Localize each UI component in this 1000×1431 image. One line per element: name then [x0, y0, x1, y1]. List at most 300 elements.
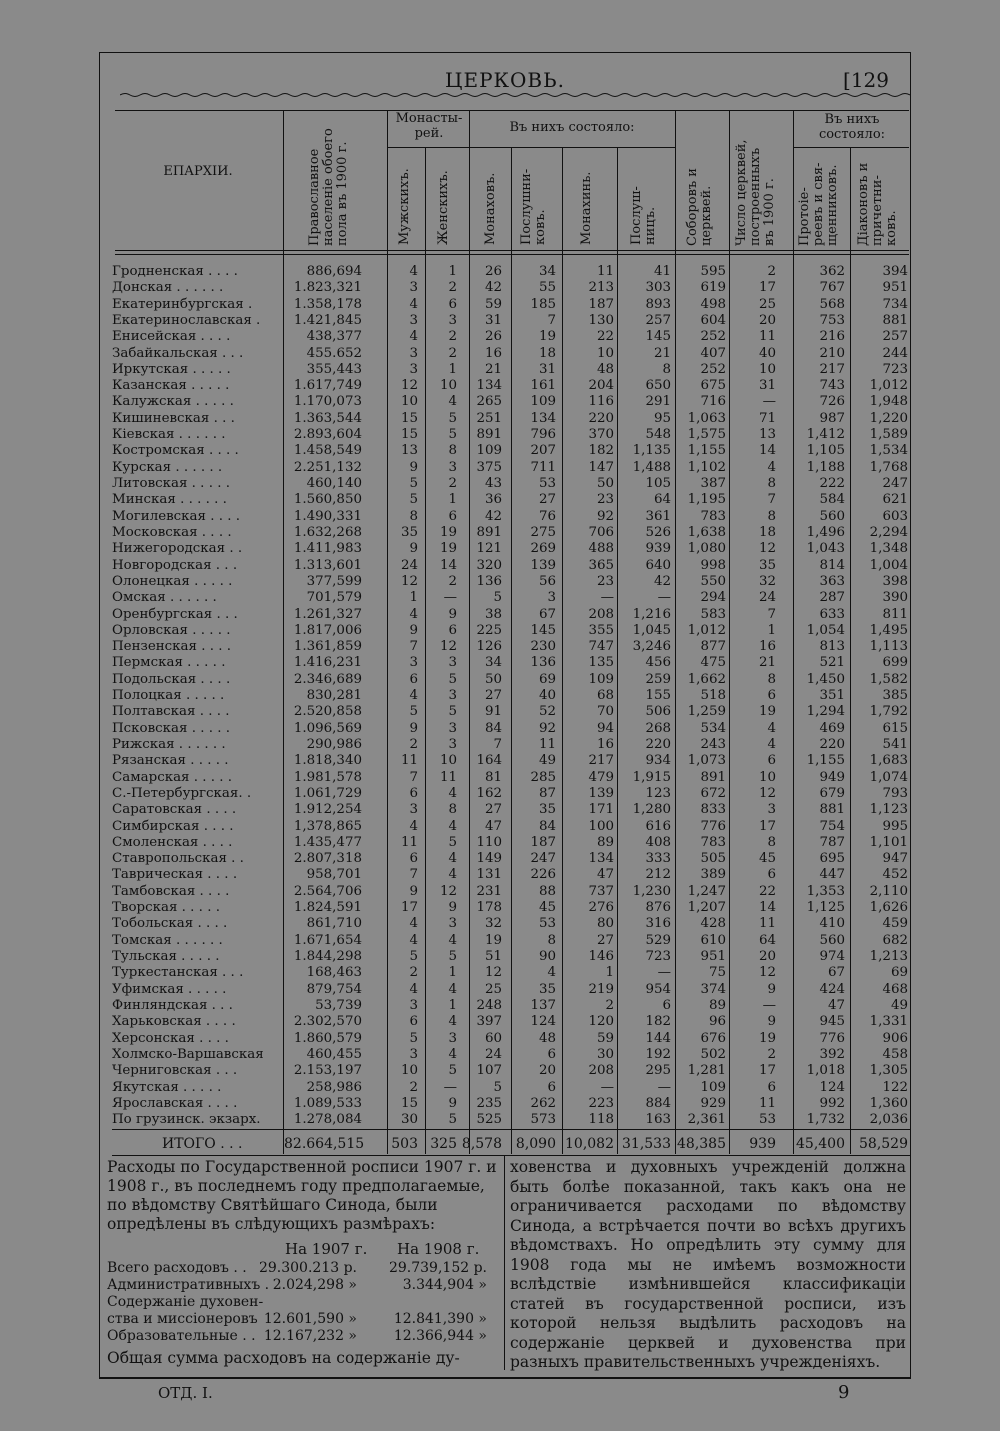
cell-novices-m: 124	[530, 1014, 556, 1030]
cell-priests: 1,018	[806, 1063, 845, 1079]
table-row	[112, 623, 912, 639]
cell-churches: 783	[700, 508, 726, 524]
cell-population: 1.981,578	[293, 769, 362, 785]
cell-priests: 754	[819, 818, 845, 834]
table-row	[112, 655, 912, 671]
cell-novices-f: 64	[653, 492, 671, 508]
cell-male: 3	[409, 997, 418, 1013]
eparchy-name: Черниговская . . .	[112, 1063, 238, 1079]
cell-population: 460,140	[306, 476, 362, 492]
cell-priests: 351	[819, 688, 845, 704]
cell-priests: 362	[819, 264, 845, 279]
cell-deacons: 1,948	[869, 394, 908, 410]
cell-built: 7	[767, 606, 776, 622]
cell-population: 1.912,254	[293, 802, 362, 818]
cell-male: 4	[409, 296, 418, 312]
cell-nuns: 223	[588, 1095, 614, 1111]
cell-novices-m: 145	[530, 622, 556, 638]
cell-male: 9	[409, 622, 418, 638]
cell-churches: 1,195	[687, 492, 726, 508]
eparchy-name: Забайкальская . . .	[112, 345, 244, 361]
cell-male: 5	[409, 476, 418, 492]
cell-deacons: 394	[882, 264, 908, 279]
table-row	[112, 770, 912, 786]
cell-female: 1	[448, 997, 457, 1013]
table-row	[112, 443, 912, 459]
cell-priests: 1,155	[806, 753, 845, 769]
cell-deacons: 1,113	[869, 639, 908, 655]
cell-deacons: 468	[882, 981, 908, 997]
col-population: Православное населеніе обоего пола въ 1900 г.	[307, 128, 350, 246]
cell-female: 9	[448, 900, 457, 916]
cell-male: 12	[400, 573, 418, 589]
cell-male: 5	[409, 949, 418, 965]
cell-churches: 1,073	[687, 753, 726, 769]
cell-novices-m: 56	[538, 573, 556, 589]
cell-novices-f: 934	[645, 753, 671, 769]
cell-population: 1,378,865	[293, 818, 362, 834]
cell-nuns: 118	[588, 1112, 614, 1128]
cell-novices-m: 796	[530, 427, 556, 443]
cell-male: 30	[400, 1112, 418, 1128]
cell-novices-m: 35	[538, 802, 556, 818]
cell-novices-m: 19	[538, 329, 556, 345]
cell-priests: 679	[819, 785, 845, 801]
cell-novices-f: 616	[645, 818, 671, 834]
cell-priests: 447	[819, 867, 845, 883]
cell-novices-f: 105	[645, 476, 671, 492]
cell-priests: 220	[819, 736, 845, 752]
cell-churches: 1,155	[687, 443, 726, 459]
cell-population: 377,599	[306, 573, 362, 589]
cell-priests: 584	[819, 492, 845, 508]
cell-nuns: 147	[588, 459, 614, 475]
cell-built: 14	[758, 900, 776, 916]
cell-priests: 521	[819, 655, 845, 671]
cell-deacons: 881	[882, 312, 908, 328]
cell-monks: 235	[476, 1095, 502, 1111]
cell-deacons: 385	[882, 688, 908, 704]
cell-female: 10	[439, 378, 457, 394]
cell-built: 6	[767, 1079, 776, 1095]
cell-nuns: 208	[588, 1063, 614, 1079]
cell-novices-f: 303	[645, 280, 671, 296]
cell-built: 13	[758, 427, 776, 443]
table-row	[112, 378, 912, 394]
cell-nuns: 747	[588, 639, 614, 655]
cell-novices-f: —	[657, 1079, 671, 1095]
cell-novices-m: 230	[530, 639, 556, 655]
cell-built: 32	[758, 573, 776, 589]
col-male: Мужскихъ.	[397, 168, 412, 245]
cell-population: 1.411,983	[293, 541, 362, 557]
cell-priests: 1,125	[806, 900, 845, 916]
cell-deacons: 793	[882, 785, 908, 801]
cell-churches: 595	[700, 264, 726, 279]
cell-novices-f: 316	[645, 916, 671, 932]
cell-novices-f: 506	[645, 704, 671, 720]
cell-female: 1	[448, 965, 457, 981]
cell-novices-m: 31	[538, 361, 556, 377]
cell-churches: 534	[700, 720, 726, 736]
expense-1908: 12.841,390 »	[393, 1311, 487, 1327]
cell-monks: 60	[484, 1030, 502, 1046]
cell-monks: 320	[476, 557, 502, 573]
expense-1907: 12.601,590 »	[263, 1311, 357, 1327]
cell-novices-f: 361	[645, 508, 671, 524]
cell-monks: 231	[476, 883, 502, 899]
cell-priests: 1,353	[806, 883, 845, 899]
cell-novices-f: 192	[645, 1046, 671, 1062]
cell-built: 2	[767, 264, 776, 279]
cell-priests: 560	[819, 932, 845, 948]
cell-monks: 36	[484, 492, 502, 508]
cell-female: —	[443, 590, 457, 606]
expense-label: Образовательные . .	[107, 1328, 256, 1344]
cell-nuns: 116	[588, 394, 614, 410]
eparchy-name: Кишиневская . . .	[112, 410, 235, 426]
eparchy-name: Литовская . . . . .	[112, 476, 230, 492]
cell-built: 8	[767, 476, 776, 492]
cell-novices-f: 529	[645, 932, 671, 948]
cell-deacons: 541	[882, 736, 908, 752]
table-row	[112, 541, 912, 557]
cell-priests: 753	[819, 312, 845, 328]
cell-monks: 26	[484, 329, 502, 345]
cell-novices-f: —	[657, 590, 671, 606]
expense-1907: 29.300.213 р.	[258, 1260, 357, 1276]
cell-priests: 1,105	[806, 443, 845, 459]
cell-built: 12	[758, 965, 776, 981]
cell-built: 10	[758, 769, 776, 785]
cell-novices-m: 53	[538, 916, 556, 932]
cell-population: 1.361,859	[293, 639, 362, 655]
cell-novices-m: 55	[538, 280, 556, 296]
cell-monks: 225	[476, 622, 502, 638]
cell-female: 4	[448, 1014, 457, 1030]
cell-nuns: 135	[588, 655, 614, 671]
cell-female: 5	[448, 834, 457, 850]
cell-churches: 951	[700, 949, 726, 965]
cell-male: 7	[409, 867, 418, 883]
cell-nuns: 80	[596, 916, 614, 932]
cell-built: 4	[767, 736, 776, 752]
cell-population: 1.818,340	[293, 753, 362, 769]
table-row	[112, 460, 912, 476]
cell-novices-f: 884	[645, 1095, 671, 1111]
cell-churches: 1,575	[687, 427, 726, 443]
cell-female: 3	[448, 720, 457, 736]
cell-priests: 767	[819, 280, 845, 296]
table-row	[112, 427, 912, 443]
cell-deacons: 257	[882, 329, 908, 345]
cell-novices-f: 1,216	[632, 606, 671, 622]
cell-novices-m: 207	[530, 443, 556, 459]
cell-novices-f: 1,915	[632, 769, 671, 785]
cell-churches: 1,102	[687, 459, 726, 475]
cell-female: 4	[448, 932, 457, 948]
cell-female: 1	[448, 492, 457, 508]
cell-built: 6	[767, 688, 776, 704]
total-priests: 45,400	[796, 1136, 845, 1152]
table-row	[112, 574, 912, 590]
cell-novices-m: 67	[538, 606, 556, 622]
eparchy-name: Пензенская . . . .	[112, 639, 232, 655]
table-row	[112, 688, 912, 704]
cell-churches: 1,638	[687, 524, 726, 540]
cell-nuns: 50	[596, 476, 614, 492]
expense-label: Административныхъ .	[107, 1277, 270, 1293]
cell-nuns: 120	[588, 1014, 614, 1030]
cell-population: 1.560,850	[293, 492, 362, 508]
expense-label: Всего расходовъ . .	[107, 1260, 247, 1276]
table-row	[112, 802, 912, 818]
cell-novices-m: 45	[538, 900, 556, 916]
cell-novices-m: 90	[538, 949, 556, 965]
table-row	[112, 1080, 912, 1096]
cell-churches: 604	[700, 312, 726, 328]
cell-monks: 525	[476, 1112, 502, 1128]
eparchy-name: Херсонская . . . .	[112, 1030, 229, 1046]
cell-female: 5	[448, 671, 457, 687]
cell-population: 1.363,544	[293, 410, 362, 426]
cell-nuns: 187	[588, 296, 614, 312]
cell-churches: 1,080	[687, 541, 726, 557]
cell-priests: 222	[819, 476, 845, 492]
cell-priests: 217	[819, 361, 845, 377]
total-novices-f: 31,533	[622, 1136, 671, 1152]
expense-1908: 12.366,944 »	[393, 1328, 487, 1344]
cell-priests: 974	[819, 949, 845, 965]
cell-novices-m: 76	[538, 508, 556, 524]
table-row	[112, 737, 912, 753]
cell-female: 3	[448, 459, 457, 475]
cell-population: 1.416,231	[293, 655, 362, 671]
table-row	[112, 492, 912, 508]
cell-male: 8	[409, 508, 418, 524]
table-row	[112, 819, 912, 835]
eparchy-name: Донская . . . . . .	[112, 280, 224, 296]
col-female: Женскихъ.	[436, 170, 451, 245]
cell-novices-f: 1,488	[632, 459, 671, 475]
cell-novices-m: 109	[530, 394, 556, 410]
cell-population: 1.671,654	[293, 932, 362, 948]
table-row	[112, 1096, 912, 1112]
cell-male: 2	[409, 736, 418, 752]
cell-population: 1.435,477	[293, 834, 362, 850]
cell-population: 1.096,569	[293, 720, 362, 736]
cell-built: 8	[767, 834, 776, 850]
cell-priests: 210	[819, 345, 845, 361]
table-row	[112, 509, 912, 525]
cell-novices-f: 1,230	[632, 883, 671, 899]
cell-novices-f: 954	[645, 981, 671, 997]
cell-priests: 633	[819, 606, 845, 622]
cell-churches: 675	[700, 378, 726, 394]
cell-deacons: 458	[882, 1046, 908, 1062]
eparchy-name: Екатеринославская .	[112, 312, 261, 328]
cell-novices-f: 876	[645, 900, 671, 916]
eparchy-name: Туркестанская . . .	[112, 965, 244, 981]
cell-monks: 131	[476, 867, 502, 883]
cell-population: 2.153,197	[293, 1063, 362, 1079]
cell-nuns: 100	[588, 818, 614, 834]
cell-novices-f: 333	[645, 851, 671, 867]
cell-population: 2.302,570	[293, 1014, 362, 1030]
cell-churches: 877	[700, 639, 726, 655]
cell-nuns: 479	[588, 769, 614, 785]
total-female: 325	[430, 1136, 457, 1152]
cell-novices-f: 650	[645, 378, 671, 394]
cell-male: 6	[409, 785, 418, 801]
cell-novices-m: 27	[538, 492, 556, 508]
cell-novices-m: 137	[530, 997, 556, 1013]
eparchy-name: Рижская . . . . . .	[112, 736, 226, 752]
cell-female: 2	[448, 280, 457, 296]
cell-monks: 19	[484, 932, 502, 948]
cell-priests: 1,054	[806, 622, 845, 638]
expenses-1907-head: На 1907 г.	[285, 1240, 368, 1258]
cell-novices-m: 84	[538, 818, 556, 834]
table-row	[112, 1014, 912, 1030]
table-row	[112, 933, 912, 949]
cell-novices-m: 35	[538, 981, 556, 997]
cell-male: 3	[409, 802, 418, 818]
cell-churches: 1,281	[687, 1063, 726, 1079]
cell-novices-m: 40	[538, 688, 556, 704]
page-header	[99, 64, 911, 94]
cell-population: 1.170,073	[293, 394, 362, 410]
cell-female: 11	[439, 769, 457, 785]
table-row	[112, 639, 912, 655]
cell-deacons: 947	[882, 851, 908, 867]
cell-monks: 47	[484, 818, 502, 834]
cell-novices-f: 939	[645, 541, 671, 557]
cell-novices-f: 1,045	[632, 622, 671, 638]
cell-priests: 469	[819, 720, 845, 736]
cell-novices-f: 144	[645, 1030, 671, 1046]
table-row	[112, 867, 912, 883]
cell-priests: 124	[819, 1079, 845, 1095]
cell-nuns: 1	[605, 965, 614, 981]
cell-population: 1.261,327	[293, 606, 362, 622]
cell-female: 5	[448, 1112, 457, 1128]
cell-monks: 59	[484, 296, 502, 312]
table-row	[112, 346, 912, 362]
table-row	[112, 753, 912, 769]
cell-priests: 424	[819, 981, 845, 997]
cell-male: 4	[409, 264, 418, 279]
cell-novices-m: 48	[538, 1030, 556, 1046]
cell-churches: 610	[700, 932, 726, 948]
cell-nuns: 276	[588, 900, 614, 916]
cell-built: 4	[767, 720, 776, 736]
eparchy-name: Тульская . . . . .	[112, 949, 220, 965]
cell-churches: 783	[700, 834, 726, 850]
eparchy-name: Полоцкая . . . . .	[112, 688, 225, 704]
cell-churches: 498	[700, 296, 726, 312]
cell-nuns: 130	[588, 312, 614, 328]
cell-novices-m: 247	[530, 851, 556, 867]
cell-churches: 502	[700, 1046, 726, 1062]
cell-novices-f: 723	[645, 949, 671, 965]
cell-population: 1.358,178	[293, 296, 362, 312]
cell-churches: 96	[708, 1014, 726, 1030]
cell-novices-f: 155	[645, 688, 671, 704]
eparchy-name: Тобольская . . . .	[112, 916, 228, 932]
cell-priests: 1,412	[806, 427, 845, 443]
cell-male: 4	[409, 981, 418, 997]
eparchy-name: Харьковская . . . .	[112, 1014, 236, 1030]
cell-priests: 726	[819, 394, 845, 410]
col-monasteries: Монасты- рей.	[395, 111, 463, 141]
cell-novices-f: —	[657, 965, 671, 981]
table-row	[112, 965, 912, 981]
eparchy-name: Кіевская . . . . . .	[112, 427, 226, 443]
cell-priests: 987	[819, 410, 845, 426]
eparchy-name: Омская . . . . . .	[112, 590, 217, 606]
cell-male: 15	[400, 410, 418, 426]
cell-built: 11	[758, 916, 776, 932]
header-bottom-rule-2	[115, 254, 909, 255]
cell-female: 6	[448, 622, 457, 638]
cell-male: 17	[400, 900, 418, 916]
cell-novices-f: 408	[645, 834, 671, 850]
expense-1907: 12.167,232 »	[263, 1328, 357, 1344]
table-row	[112, 590, 912, 606]
eparchy-name: Полтавская . . . .	[112, 704, 230, 720]
cell-deacons: 2,110	[869, 883, 908, 899]
cell-nuns: 47	[596, 867, 614, 883]
cell-deacons: 459	[882, 916, 908, 932]
cell-novices-m: 88	[538, 883, 556, 899]
cell-built: 19	[758, 704, 776, 720]
cell-female: 4	[448, 394, 457, 410]
cell-churches: 1,063	[687, 410, 726, 426]
expense-1908: 3.344,904 »	[402, 1277, 487, 1293]
cell-nuns: 370	[588, 427, 614, 443]
table-row	[112, 362, 912, 378]
cell-churches: 475	[700, 655, 726, 671]
cell-deacons: 906	[882, 1030, 908, 1046]
cell-nuns: 23	[596, 573, 614, 589]
cell-female: 6	[448, 508, 457, 524]
cell-male: 15	[400, 1095, 418, 1111]
cell-female: 2	[448, 476, 457, 492]
cell-male: 5	[409, 704, 418, 720]
total-label: ИТОГО . . .	[162, 1136, 243, 1152]
cell-female: 5	[448, 410, 457, 426]
cell-female: 5	[448, 427, 457, 443]
eparchy-name: Саратовская . . . .	[112, 802, 237, 818]
cell-novices-f: 6	[662, 997, 671, 1013]
cell-churches: 891	[700, 769, 726, 785]
table-row	[112, 394, 912, 410]
cell-priests: 410	[819, 916, 845, 932]
cell-female: —	[443, 1079, 457, 1095]
table-row	[112, 786, 912, 802]
eparchy-name: Олонецкая . . . . .	[112, 573, 233, 589]
cell-population: 830,281	[306, 688, 362, 704]
cell-female: 6	[448, 296, 457, 312]
total-deacons: 58,529	[859, 1136, 908, 1152]
cell-population: 701,579	[306, 590, 362, 606]
cell-female: 3	[448, 736, 457, 752]
cell-churches: 294	[700, 590, 726, 606]
cell-built: 10	[758, 361, 776, 377]
eparchy-name: Московская . . . .	[112, 524, 232, 540]
cell-monks: 149	[476, 851, 502, 867]
